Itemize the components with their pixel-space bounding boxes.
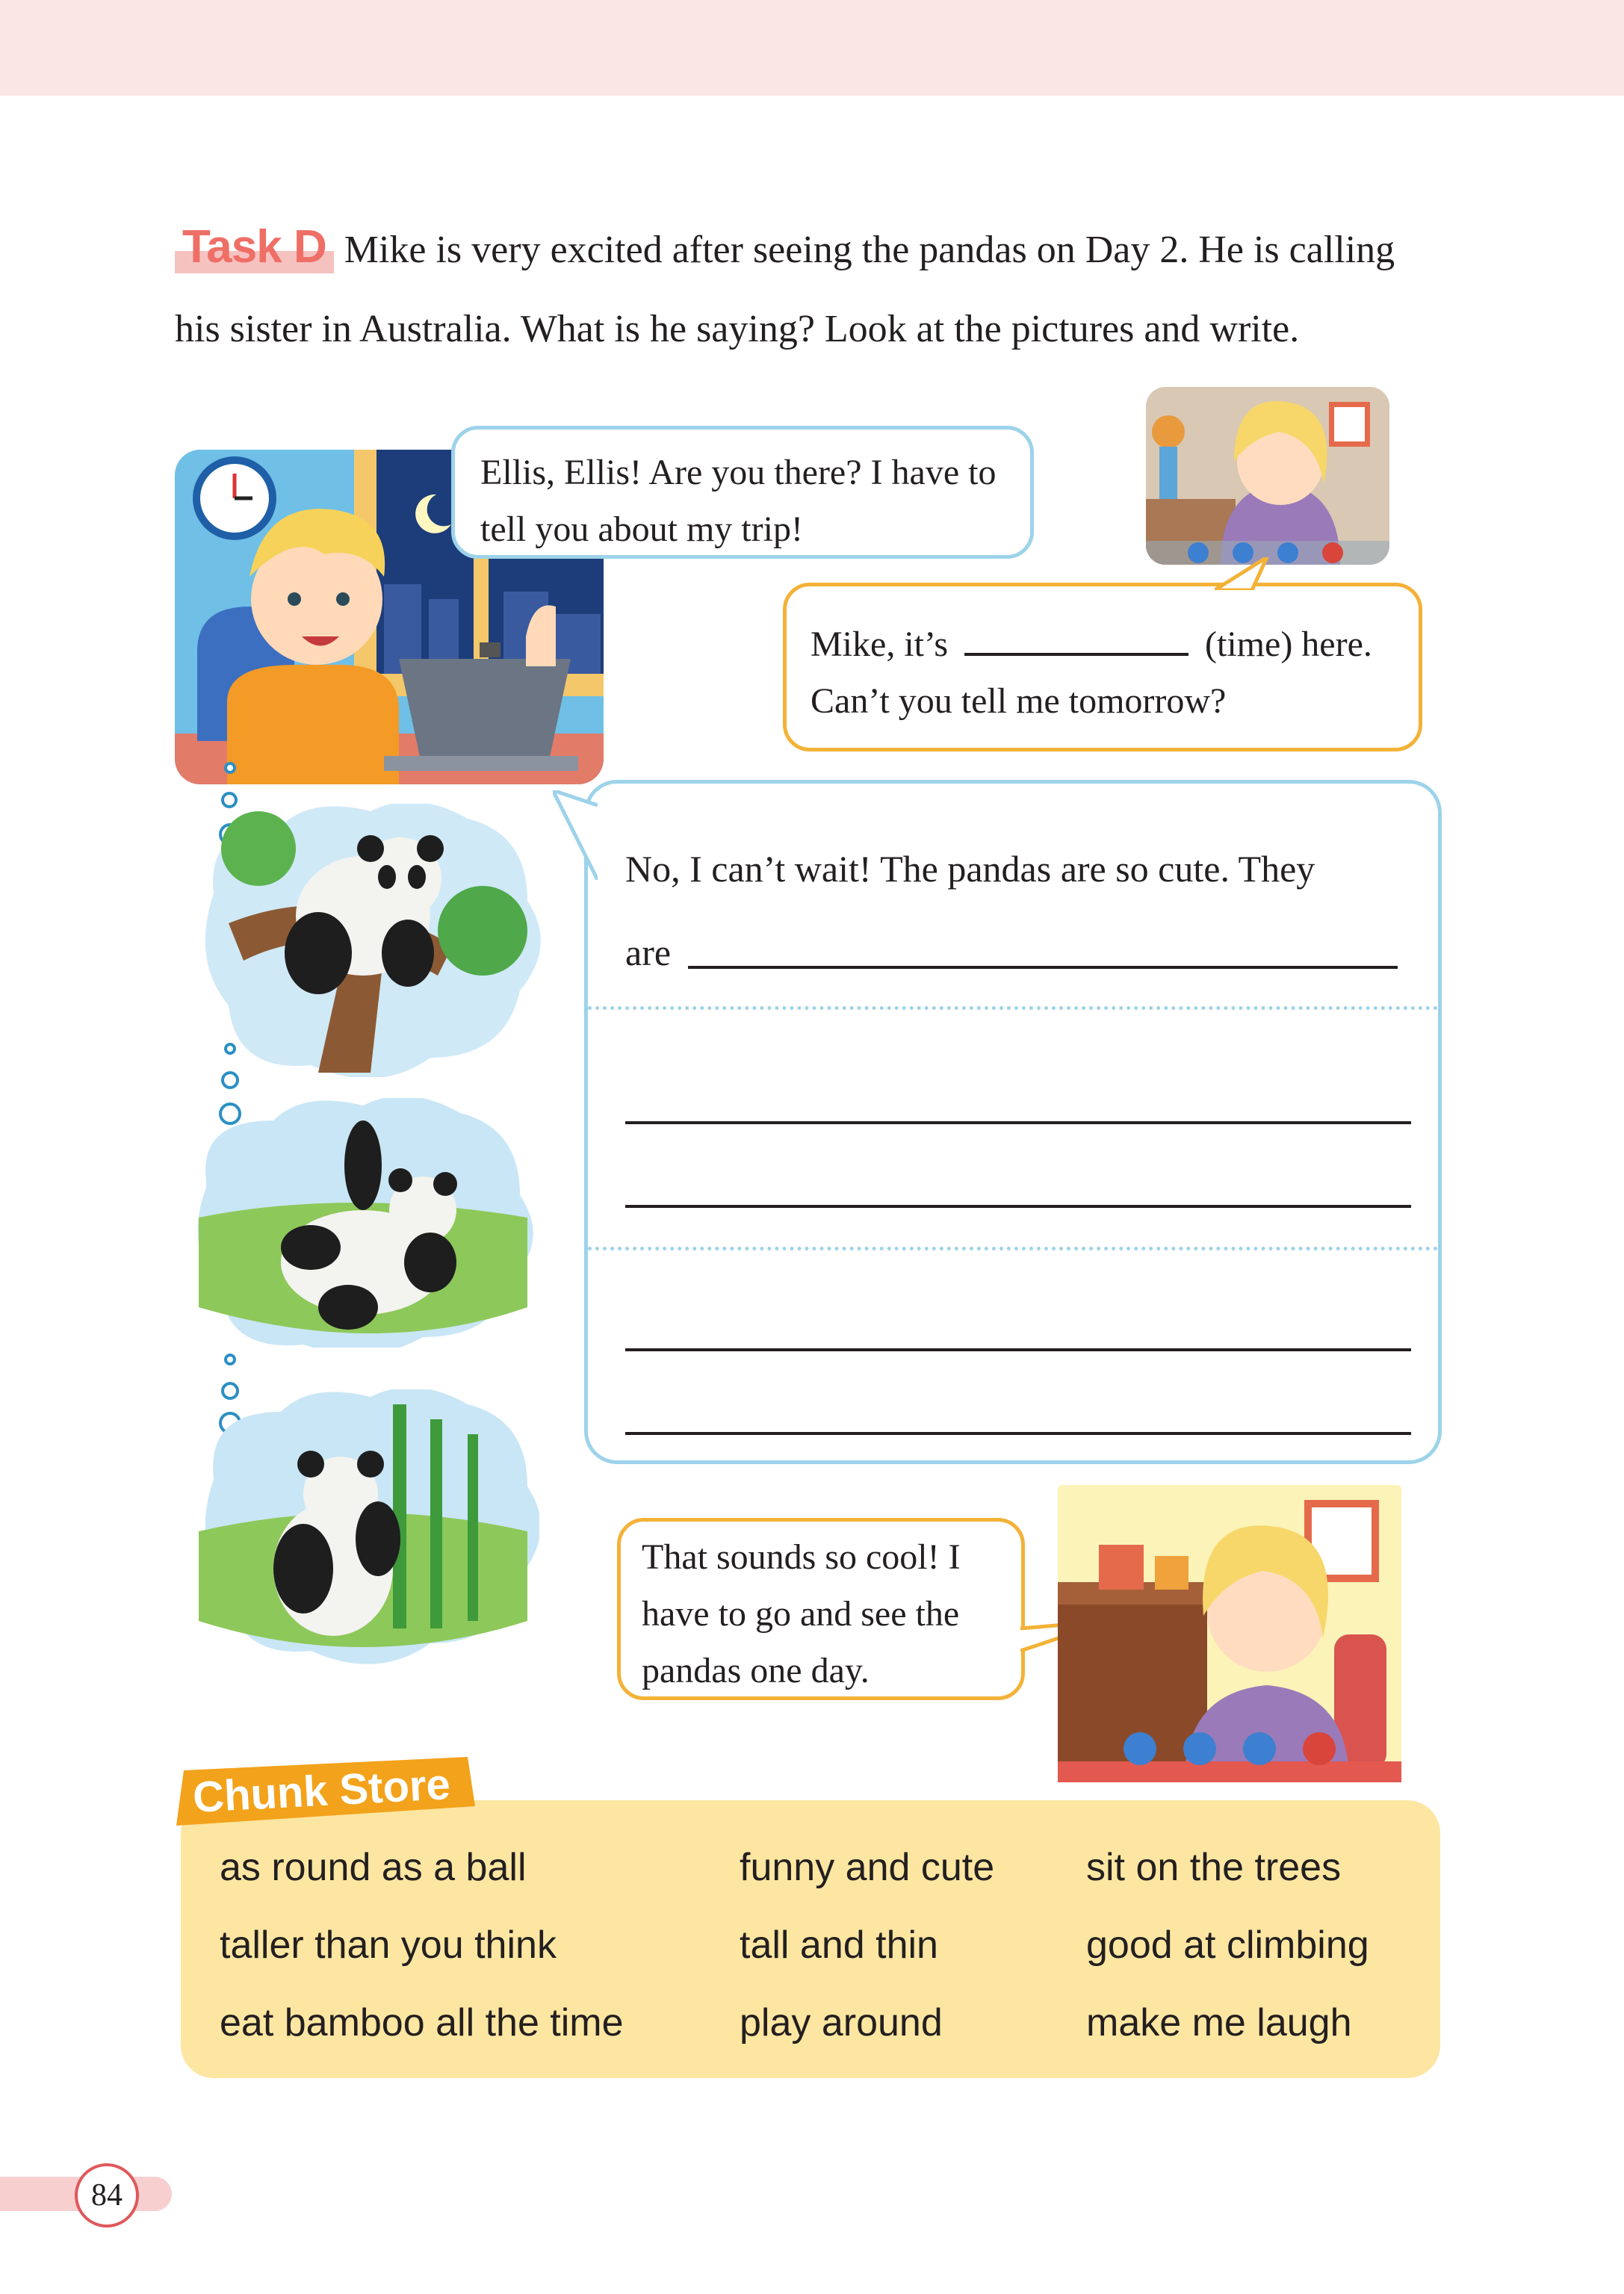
page-number: 84 (75, 2163, 139, 2228)
chunk-item: make me laugh (1086, 2001, 1352, 2045)
chunk-item: good at climbing (1086, 1923, 1369, 1967)
chunk-item: tall and thin (740, 1923, 938, 1967)
section-divider (588, 1247, 1438, 1250)
speech-bubble-ellis-1 (783, 583, 1422, 751)
task-instruction (175, 211, 1445, 369)
chunk-item: play around (740, 2001, 943, 2045)
thought-dot (224, 762, 236, 774)
ellis-bubble-tail (1215, 557, 1274, 590)
answer-line[interactable] (688, 966, 1398, 969)
mike-line-1: Ellis, Ellis! Are you there? I have to tell you about my trip! (480, 453, 997, 549)
chunk-item: as round as a ball (220, 1846, 527, 1889)
panda-in-tree-illustration (184, 804, 550, 1077)
answer-line[interactable] (625, 1205, 1411, 1208)
answer-line[interactable] (625, 1348, 1411, 1351)
ellis-video-call-thumbnail (1146, 387, 1389, 565)
task-instruction-text: Mike is very excited after seeing the pandas on Day 2. He is calling his sister in Australia. What is he saying? Look at the pictures and write. (175, 229, 1395, 350)
chunk-item: funny and cute (740, 1846, 995, 1889)
ellis-line-2: That sounds so cool! I have to go and see the pandas one day. (642, 1537, 961, 1690)
thought-dot (224, 1354, 236, 1365)
task-label: Task D (175, 224, 334, 270)
panda-playing-on-grass-illustration (176, 1098, 538, 1348)
speech-bubble-mike-1 (451, 426, 1034, 559)
ellis-line-1-row2: Can’t you tell me tomorrow? (811, 681, 1227, 721)
answer-line[interactable] (625, 1121, 1411, 1124)
chunk-item: taller than you think (220, 1923, 557, 1967)
chunk-store-title: Chunk Store (191, 1760, 452, 1822)
chunk-item: eat bamboo all the time (220, 2001, 624, 2045)
mike-line-2-row1: No, I can’t wait! The pandas are so cute. They (625, 848, 1315, 890)
writing-bubble-tail (553, 790, 598, 880)
mike-line-2-row2: are (625, 931, 672, 973)
time-blank[interactable] (964, 619, 1188, 656)
writing-answer-box (584, 780, 1442, 1464)
chunk-store-title-tag (176, 1757, 475, 1826)
panda-with-bamboo-illustration (184, 1389, 539, 1666)
speech-bubble-ellis-2 (617, 1518, 1025, 1700)
answer-line[interactable] (625, 1432, 1411, 1435)
top-header-band (0, 0, 1624, 96)
ellis-line-1-row1: Mike, it’s (time) here. (811, 616, 1396, 673)
chunk-item: sit on the trees (1086, 1846, 1342, 1889)
ellis-video-call-screen (1058, 1485, 1401, 1782)
section-divider (588, 1006, 1438, 1010)
